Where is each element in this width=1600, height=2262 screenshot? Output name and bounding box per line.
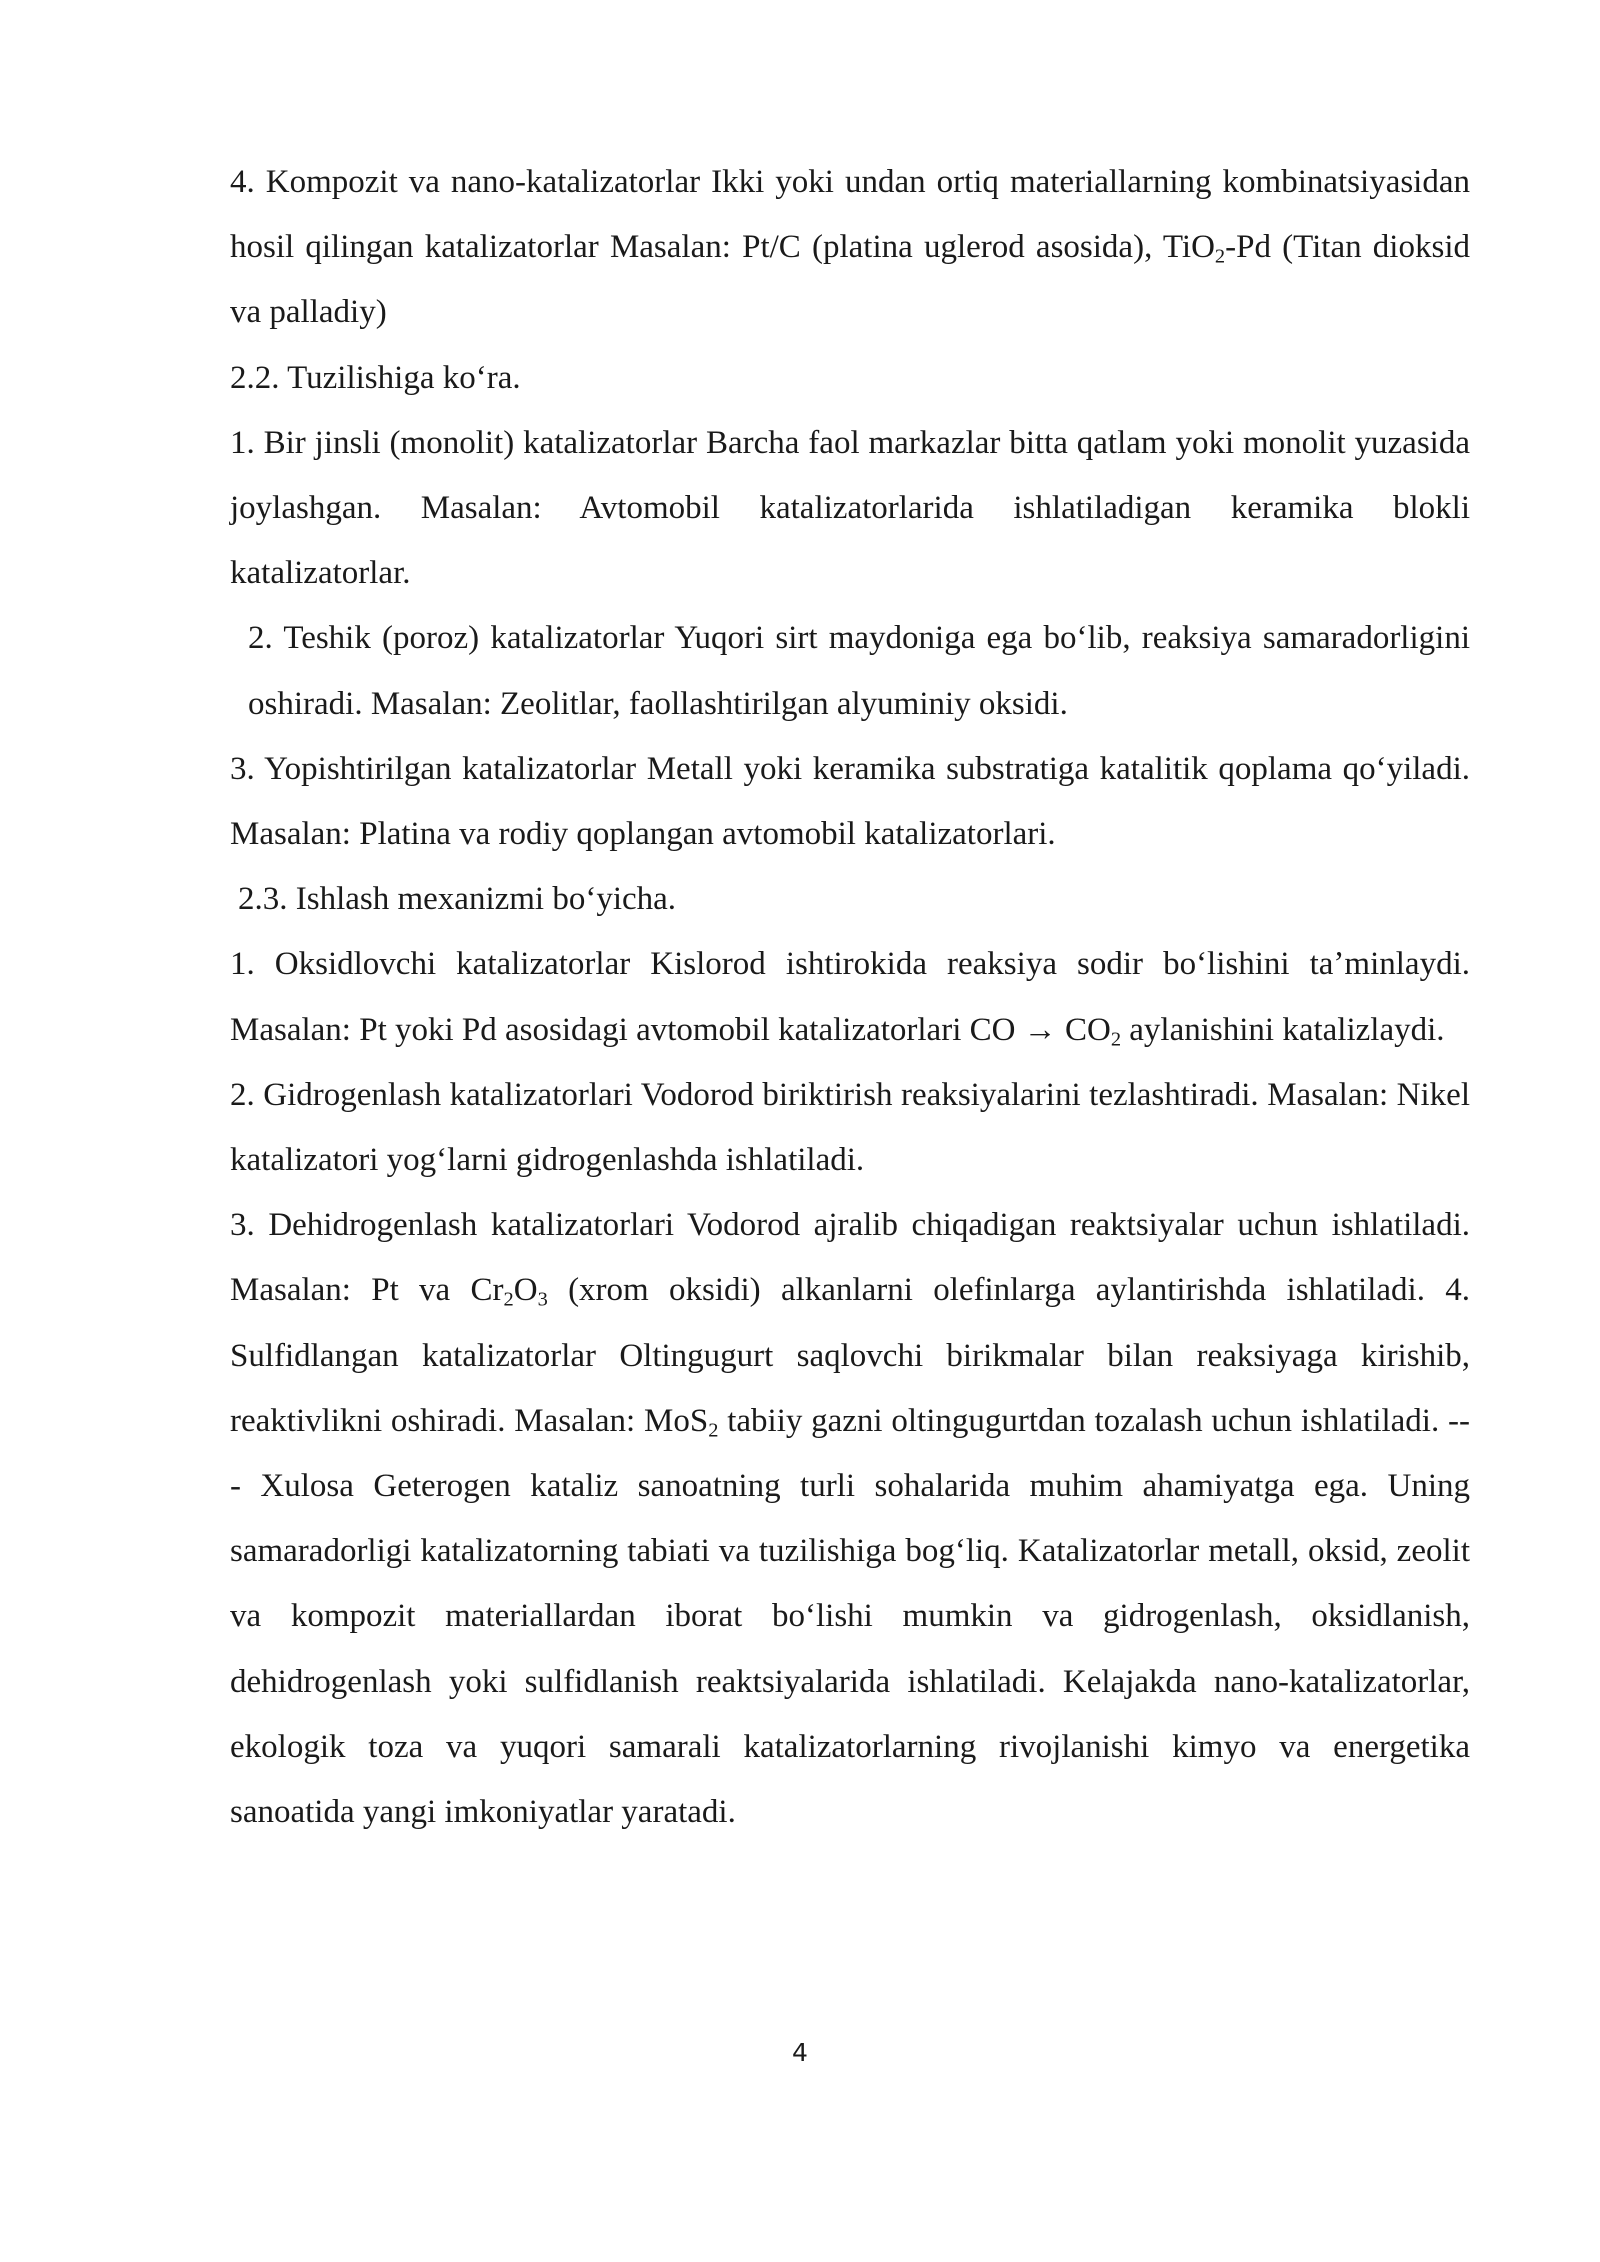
paragraph-monolith-catalysts: 1. Bir jinsli (monolit) katalizatorlar Barcha faol markazlar bitta qatlam yoki monolit yuzasida joylashgan. Masalan: Avtomobil katalizatorlarida ishlatiladigan keramika blokli katalizatorlar. — [230, 424, 1470, 592]
paragraph-text: -Pd (Titan dioksid va palladiy) — [230, 229, 1470, 331]
section-heading-structure: 2.2. Tuzilishiga koʻra. — [230, 359, 521, 396]
subscript: 2 — [1214, 245, 1226, 268]
paragraph-text: tabiiy gazni oltingugurtdan tozalash uchun ishlatiladi. --- Xulosa Geterogen kataliz sanoatning turli sohalarida muhim ahamiyatga ega. Uning samaradorligi katalizatorning tabiati va tuzilishiga bogʻliq. Katalizatorlar metall, oksid, zeolit va kompozit materiallardan iborat boʻlishi mumkin va gidrogenlash, oksidlanish, dehidrogenlash yoki sulfidlanish reaktsiyalarida ishlatiladi. Kelajakda nano-katalizatorlar, ekologik toza va yuqori samarali katalizatorlarning rivojlanishi kimyo va energetika sanoatida yangi imkoniyatlar yaratadi. — [230, 1402, 1470, 1831]
subscript: 2 — [708, 1419, 719, 1442]
paragraph-text: aylanishini katalizlaydi. — [1121, 1011, 1445, 1048]
paragraph-oxidizing-catalysts — [230, 932, 1470, 1062]
paragraph-coated-catalysts: 3. Yopishtirilgan katalizatorlar Metall yoki keramika substratiga katalitik qoplama qoʻyiladi. Masalan: Platina va rodiy qoplangan avtomobil katalizatorlari. — [230, 750, 1470, 853]
paragraph-text: 4. Kompozit va nano-katalizatorlar Ikki yoki undan ortiq materiallarning kombinatsiyasidan hosil qilingan katalizatorlar Masalan: Pt/C (platina uglerod asosida), TiO — [230, 164, 1470, 266]
paragraph-composite-nano-catalysts — [230, 150, 1470, 346]
subscript: 2 — [1110, 1028, 1122, 1051]
page-number: 4 — [792, 2038, 808, 2067]
paragraph-text: 3. Dehidrogenlash katalizatorlari Vodorod ajralib chiqadigan reaktsiyalar uchun ishlatiladi. Masalan: Pt va Cr — [230, 1207, 1470, 1309]
paragraph-hydrogenation-catalysts: 2. Gidrogenlash katalizatorlari Vodorod biriktirish reaksiyalarini tezlashtiradi. Masalan: Nikel katalizatori yogʻlarni gidrogenlashda ishlatiladi. — [230, 1076, 1470, 1179]
paragraph-dehydrogenation-and-conclusion — [230, 1193, 1470, 1845]
paragraph-text: (xrom oksidi) alkanlarni olefinlarga aylantirishda ishlatiladi. 4. Sulfidlangan katalizatorlar Oltingugurt saqlovchi birikmalar bilan reaksiyaga kirishib, reaktivlikni oshiradi. Masalan: MoS — [230, 1272, 1470, 1439]
document-body — [230, 150, 1470, 1845]
subscript: 2 — [503, 1289, 514, 1312]
section-heading-mechanism: 2.3. Ishlash mexanizmi boʻyicha. — [238, 881, 677, 918]
paragraph-text: 1. Oksidlovchi katalizatorlar Kislorod ishtirokida reaksiya sodir boʻlishini taʼminlaydi. Masalan: Pt yoki Pd asosidagi avtomobil katalizatorlari CO → CO — [230, 946, 1470, 1048]
subscript: 3 — [537, 1289, 548, 1312]
paragraph-text: O — [513, 1272, 538, 1309]
paragraph-porous-catalysts: 2. Teshik (poroz) katalizatorlar Yuqori sirt maydoniga ega boʻlib, reaksiya samaradorligini oshiradi. Masalan: Zeolitlar, faollashtirilgan alyuminiy oksidi. — [248, 620, 1470, 722]
